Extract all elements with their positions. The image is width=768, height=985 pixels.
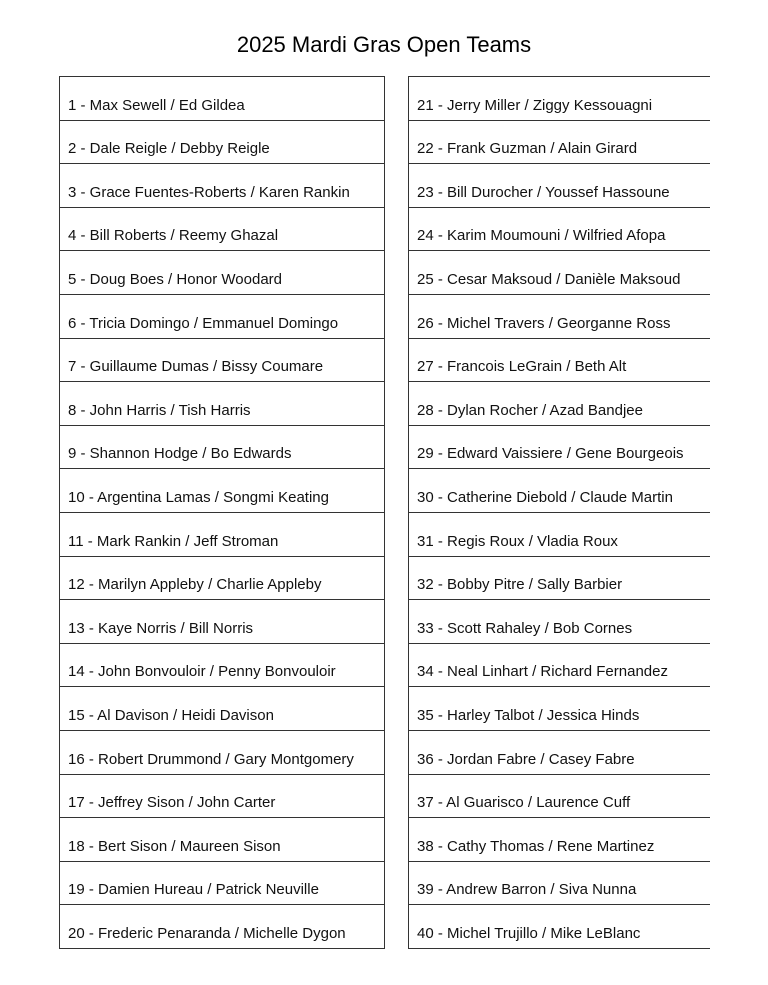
team-entry: 7 - Guillaume Dumas / Bissy Coumare	[68, 358, 324, 376]
team-entry: 30 - Catherine Diebold / Claude Martin	[417, 488, 673, 506]
team-row	[60, 77, 384, 121]
team-row	[409, 818, 710, 862]
team-entry: 6 - Tricia Domingo / Emmanuel Domingo	[68, 314, 339, 332]
team-row	[409, 382, 710, 426]
team-entry: 19 - Damien Hureau / Patrick Neuville	[68, 881, 319, 899]
team-entry: 20 - Frederic Penaranda / Michelle Dygon	[68, 924, 346, 942]
team-entry: 1 - Max Sewell / Ed Gildea	[68, 96, 245, 114]
team-row	[60, 818, 384, 862]
team-entry: 18 - Bert Sison / Maureen Sison	[68, 837, 281, 855]
team-row	[409, 513, 710, 557]
team-row	[60, 469, 384, 513]
team-row	[409, 905, 710, 949]
team-row	[409, 644, 710, 688]
team-entry: 13 - Kaye Norris / Bill Norris	[68, 619, 254, 637]
team-row	[409, 775, 710, 819]
team-row	[60, 905, 384, 949]
team-entry: 10 - Argentina Lamas / Songmi Keating	[68, 488, 329, 506]
team-entry: 4 - Bill Roberts / Reemy Ghazal	[68, 227, 279, 245]
team-entry: 11 - Mark Rankin / Jeff Stroman	[68, 532, 279, 550]
team-row	[409, 77, 710, 121]
team-entry: 21 - Jerry Miller / Ziggy Kessouagni	[417, 96, 653, 114]
team-row	[60, 426, 384, 470]
team-entry: 40 - Michel Trujillo / Mike LeBlanc	[417, 924, 641, 942]
team-row	[60, 208, 384, 252]
team-entry: 8 - John Harris / Tish Harris	[68, 401, 251, 419]
team-row	[60, 687, 384, 731]
team-entry: 2 - Dale Reigle / Debby Reigle	[68, 140, 270, 158]
team-entry: 14 - John Bonvouloir / Penny Bonvouloir	[68, 663, 336, 681]
team-entry: 34 - Neal Linhart / Richard Fernandez	[417, 663, 668, 681]
team-row	[60, 121, 384, 165]
team-entry: 29 - Edward Vaissiere / Gene Bourgeois	[417, 445, 684, 463]
team-entry: 23 - Bill Durocher / Youssef Hassoune	[417, 183, 670, 201]
page-title: 2025 Mardi Gras Open Teams	[236, 32, 532, 57]
team-entry: 17 - Jeffrey Sison / John Carter	[68, 794, 276, 812]
team-row	[60, 164, 384, 208]
team-entry: 38 - Cathy Thomas / Rene Martinez	[417, 837, 655, 855]
teams-table-right	[408, 76, 710, 949]
team-row	[409, 426, 710, 470]
team-row	[409, 557, 710, 601]
team-row	[409, 469, 710, 513]
team-row	[60, 600, 384, 644]
team-entry: 39 - Andrew Barron / Siva Nunna	[417, 881, 637, 899]
team-row	[60, 339, 384, 383]
team-entry: 9 - Shannon Hodge / Bo Edwards	[68, 445, 292, 463]
team-entry: 26 - Michel Travers / Georganne Ross	[417, 314, 671, 332]
team-row	[409, 295, 710, 339]
team-entry: 31 - Regis Roux / Vladia Roux	[417, 532, 618, 550]
team-row	[409, 687, 710, 731]
team-entry: 15 - Al Davison / Heidi Davison	[68, 706, 274, 724]
team-entry: 33 - Scott Rahaley / Bob Cornes	[417, 619, 633, 637]
team-entry: 36 - Jordan Fabre / Casey Fabre	[417, 750, 635, 768]
team-row	[60, 557, 384, 601]
team-row	[60, 251, 384, 295]
team-row	[60, 295, 384, 339]
teams-table-left	[59, 76, 385, 949]
team-row	[60, 644, 384, 688]
team-entry: 3 - Grace Fuentes-Roberts / Karen Rankin	[68, 183, 350, 201]
team-row	[60, 382, 384, 426]
team-row	[409, 339, 710, 383]
team-entry: 32 - Bobby Pitre / Sally Barbier	[417, 576, 623, 594]
team-entry: 25 - Cesar Maksoud / Danièle Maksoud	[417, 270, 681, 288]
team-entry: 35 - Harley Talbot / Jessica Hinds	[417, 706, 640, 724]
team-entry: 22 - Frank Guzman / Alain Girard	[417, 140, 638, 158]
team-row	[409, 731, 710, 775]
team-entry: 5 - Doug Boes / Honor Woodard	[68, 270, 283, 288]
team-row	[409, 121, 710, 165]
team-row	[60, 862, 384, 906]
team-entry: 12 - Marilyn Appleby / Charlie Appleby	[68, 576, 322, 594]
team-row	[60, 513, 384, 557]
team-row	[409, 164, 710, 208]
team-entry: 28 - Dylan Rocher / Azad Bandjee	[417, 401, 643, 419]
team-row	[60, 775, 384, 819]
team-entry: 24 - Karim Moumouni / Wilfried Afopa	[417, 227, 666, 245]
team-entry: 27 - Francois LeGrain / Beth Alt	[417, 358, 627, 376]
team-entry: 16 - Robert Drummond / Gary Montgomery	[68, 750, 354, 768]
team-row	[60, 731, 384, 775]
team-row	[409, 208, 710, 252]
team-row	[409, 251, 710, 295]
team-entry: 37 - Al Guarisco / Laurence Cuff	[417, 794, 631, 812]
team-row	[409, 600, 710, 644]
team-row	[409, 862, 710, 906]
